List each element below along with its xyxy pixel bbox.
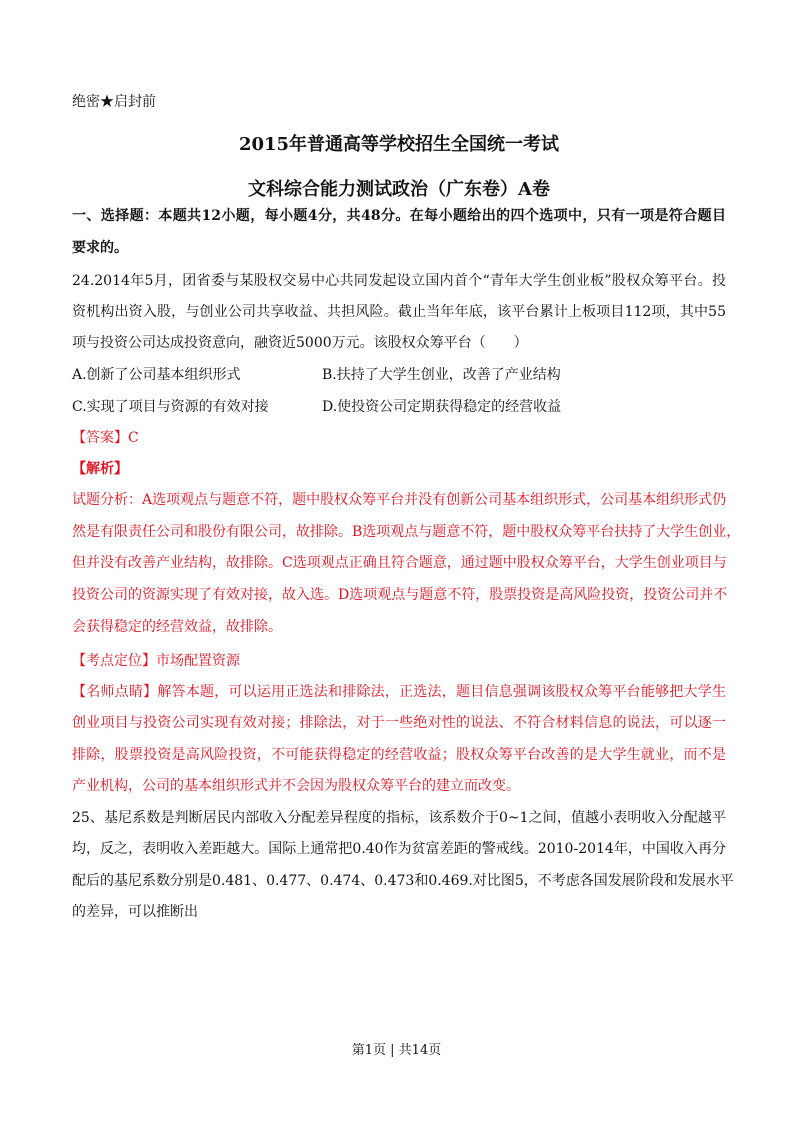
question-25-line: 25、基尼系数是判断居民内部收入分配差异程度的指标，该系数介于0~1之间，值越小表明收入分配越平 [72,810,726,826]
teacher-comment-line: 产业机构，公司的基本组织形式并不会因为股权众筹平台的建立而改变。 [72,778,520,794]
section-heading-line: 一、选择题：本题共12小题，每小题4分，共48分。在每小题给出的四个选项中，只有一项是符合题目 [72,208,726,224]
option-b: B.扶持了大学生创业，改善了产业结构 [322,367,561,383]
question-25-line: 配后的基尼系数分别是0.481、0.477、0.474、0.473和0.469.对比图5，不考虑各国发展阶段和发展水平 [72,873,734,889]
options-row [72,366,726,384]
analysis-line: 然是有限责任公司和股份有限公司，故排除。B选项观点与题意不符，题中股权众筹平台扶持了大学生创业， [72,524,741,540]
section-heading-line: 要求的。 [72,240,128,256]
question-25-line: 均，反之，表明收入差距越大。国际上通常把0.40作为贫富差距的警戒线。2010-2014年，中国收入再分 [72,841,726,857]
analysis-label: 【解析】 [72,461,128,477]
question-24-line: 项与投资公司达成投资意向，融资近5000万元。该股权众筹平台（ ） [72,335,528,351]
answer-label: 【答案】C [72,430,139,446]
knowledge-point: 【考点定位】市场配置资源 [72,653,240,669]
option-d: D.使投资公司定期获得稳定的经营收益 [322,399,562,415]
analysis-line: 试题分析：A选项观点与题意不符，题中股权众筹平台并没有创新公司基本组织形式，公司基本组织形式仍 [72,492,727,508]
option-c: C.实现了项目与资源的有效对接 [72,399,269,415]
exam-subtitle: 文科综合能力测试政治（广东卷）A卷 [248,179,550,200]
question-24-line: 24.2014年5月，团省委与某股权交易中心共同发起设立国内首个“青年大学生创业板”股权众筹平台。投 [72,273,726,289]
options-row [72,398,726,416]
page-number: 第1页 | 共14页 [351,1043,442,1058]
classification-label: 绝密★启封前 [72,94,156,110]
exam-title: 2015年普通高等学校招生全国统一考试 [238,134,560,155]
analysis-line: 但并没有改善产业结构，故排除。C选项观点正确且符合题意，通过题中股权众筹平台，大学生创业项目与 [72,555,727,571]
question-25-line: 的差异，可以推断出 [72,904,198,920]
analysis-line: 投资公司的资源实现了有效对接，故入选。D选项观点与题意不符，股票投资是高风险投资，投资公司并不 [72,587,728,603]
teacher-comment-line: 排除，股票投资是高风险投资，不可能获得稳定的经营收益；股权众筹平台改善的是大学生就业，而不是 [72,747,726,763]
analysis-line: 会获得稳定的经营效益，故排除。 [72,619,282,635]
option-a: A.创新了公司基本组织形式 [72,367,241,383]
teacher-comment-line: 【名师点睛】解答本题，可以运用正选法和排除法，正选法，题目信息强调该股权众筹平台能够把大学生 [72,684,726,700]
teacher-comment-line: 创业项目与投资公司实现有效对接；排除法，对于一些绝对性的说法、不符合材料信息的说法，可以逐一 [72,715,726,731]
question-24-line: 资机构出资入股，与创业公司共享收益、共担风险。截止当年年底，该平台累计上板项目112项，其中55 [72,304,726,320]
